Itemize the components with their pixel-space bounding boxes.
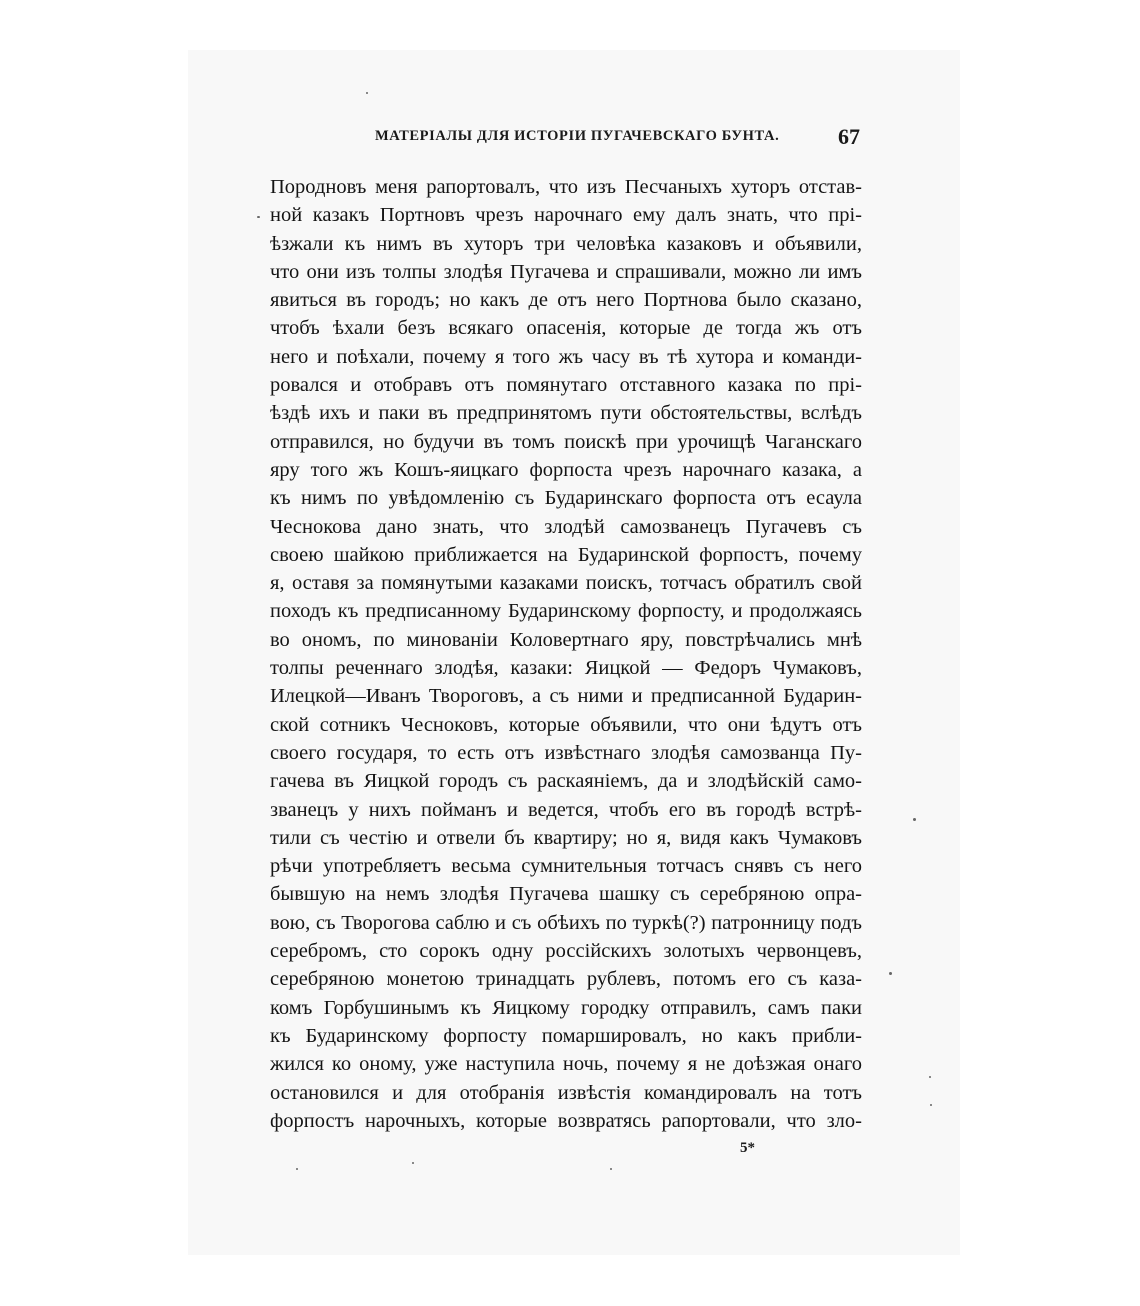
text-line: я, оставя за помянутыми казаками поискъ, тотчасъ обратилъ свой: [270, 572, 862, 595]
text-line: толпы реченнаго злодѣя, казаки: Яицкой — Федоръ Чумаковъ,: [270, 657, 862, 680]
page-number: 67: [838, 124, 860, 149]
text-line: своего государя, то есть отъ извѣстнаго злодѣя самозванца Пу-: [270, 741, 862, 764]
scan-speck: [296, 1168, 298, 1170]
text-line: форпостъ нарочныхъ, которые возвратясь рапортовали, что зло-: [270, 1109, 862, 1132]
text-line: гачева въ Яицкой городъ съ раскаяніемъ, да и злодѣйскій само-: [270, 770, 862, 793]
scan-speck: [610, 1168, 612, 1170]
text-line: него и поѣхали, почему я того жъ часу въ тѣ хутора и команди-: [270, 345, 862, 368]
text-line: ской сотникъ Чесноковъ, которые объявили, что они ѣдутъ отъ: [270, 713, 862, 736]
text-line: бывшую на немъ злодѣя Пугачева шашку съ серебряною опра-: [270, 883, 862, 906]
text-line: жился ко оному, уже наступила ночь, почему я не доѣзжая онаго: [270, 1053, 862, 1076]
text-line: остановился и для отобранія извѣстія командировалъ на тотъ: [270, 1081, 862, 1104]
scan-speck: [913, 818, 916, 821]
text-line: серебряною монетою тринадцать рублевъ, потомъ его съ каза-: [270, 968, 862, 991]
text-line: во ономъ, по минованіи Коловертнаго яру, повстрѣчались мнѣ: [270, 628, 862, 651]
text-line: тили съ честію и отвели бъ квартиру; но я, видя какъ Чумаковъ: [270, 826, 862, 849]
scan-speck: [929, 1076, 931, 1078]
scan-speck: [257, 216, 260, 218]
text-line: комъ Горбушинымъ къ Яицкому городку отправилъ, самъ паки: [270, 996, 862, 1019]
text-line: къ Бударинскому форпосту помаршировалъ, но какъ прибли-: [270, 1024, 862, 1047]
scan-speck: [930, 1104, 932, 1106]
text-line: явиться въ городъ; но какъ де отъ него Портнова было сказано,: [270, 289, 862, 312]
body-text: [270, 173, 862, 1135]
text-line: Породновъ меня рапортовалъ, что изъ Песчаныхъ хуторъ отстав-: [270, 176, 862, 198]
signature-mark: 5*: [740, 1140, 755, 1156]
scan-speck: [366, 92, 368, 94]
text-line: ѣздѣ ихъ и паки въ предпринятомъ пути обстоятельствы, вслѣдъ: [270, 402, 862, 425]
text-line: рѣчи употребляетъ весьма сумнительныя тотчасъ снявъ съ него: [270, 855, 862, 878]
text-line: чтобъ ѣхали безъ всякаго опасенія, которые де тогда жъ отъ: [270, 317, 862, 340]
text-line: яру того жъ Кошъ-яицкаго форпоста чрезъ нарочнаго казака, а: [270, 458, 862, 481]
text-line: отправился, но будучи въ томъ поискѣ при урочищѣ Чаганскаго: [270, 430, 862, 453]
running-title: МАТЕРІАЛЫ ДЛЯ ИСТОРІИ ПУГАЧЕВСКАГО БУНТА.: [375, 128, 780, 144]
text-line: вою, съ Творогова саблю и съ обѣихъ по туркѣ(?) патронницу подъ: [270, 911, 862, 934]
text-line: походъ къ предписанному Бударинскому форпосту, и продолжаясь: [270, 600, 862, 623]
text-line: Чеснокова дано знать, что злодѣй самозванецъ Пугачевъ съ: [270, 515, 862, 538]
text-line: серебромъ, сто сорокъ одну россійскихъ золотыхъ червонцевъ,: [270, 940, 862, 963]
scan-speck: [412, 1162, 414, 1164]
scan-speck: [889, 972, 892, 975]
text-line: что они изъ толпы злодѣя Пугачева и спрашивали, можно ли имъ: [270, 260, 862, 283]
text-line: Илецкой—Иванъ Твороговъ, а съ ними и предписанной Бударин-: [270, 685, 862, 708]
text-line: званецъ у нихъ пойманъ и ведется, чтобъ его въ городѣ встрѣ-: [270, 798, 862, 821]
text-line: ѣзжали къ нимъ въ хуторъ три человѣка казаковъ и объявили,: [270, 232, 862, 255]
text-line: своею шайкою приближается на Бударинской форпостъ, почему: [270, 543, 862, 566]
text-line: ровался и отобравъ отъ помянутаго отставного казака по прі-: [270, 374, 862, 397]
text-line: ной казакъ Портновъ чрезъ нарочнаго ему далъ знать, что прі-: [270, 204, 862, 227]
text-line: къ нимъ по увѣдомленію съ Бударинскаго форпоста отъ есаула: [270, 487, 862, 510]
